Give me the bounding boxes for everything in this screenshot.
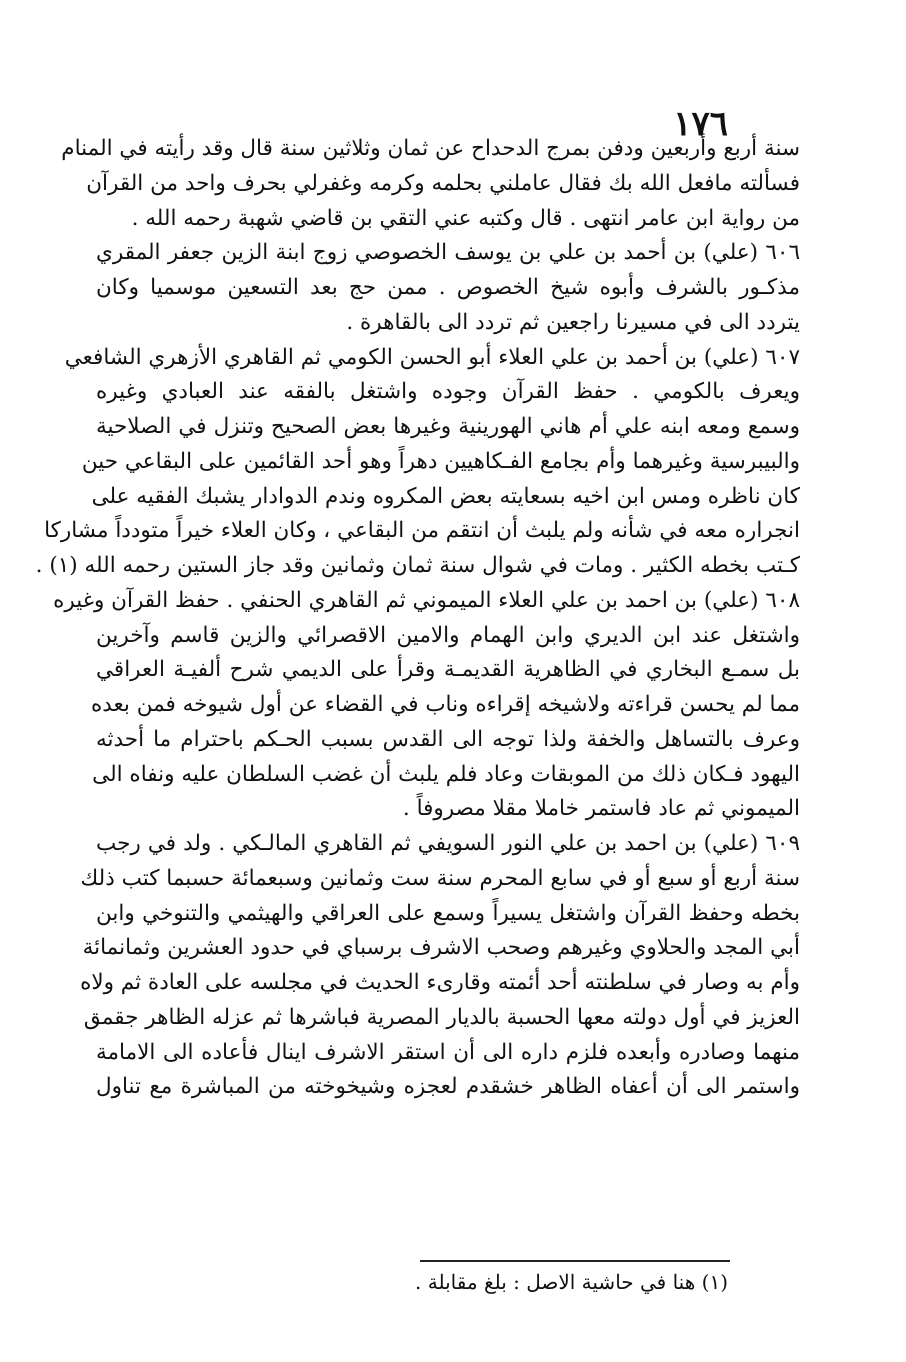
text-line: منهما وصادره وأبعده فلزم داره الى أن استقر الاشرف اينال فأعاده الى الامامة [96, 1039, 800, 1065]
text-line: بل سمـع البخاري في الظاهرية القديمـة وقرأ على الديمي شرح ألفيـة العراقي [96, 657, 800, 683]
page-number: ١٧٦ [673, 104, 728, 144]
entry-608-line: ٦٠٨ (علي) بن احمد بن علي العلاء الميموني ثم القاهري الحنفي . حفظ القرآن وغيره [53, 587, 800, 613]
text-line: انجراره معه في شأنه ولم يلبث أن انتقم من البقاعي ، وكان العلاء خيراً متودداً مشاركا [44, 518, 800, 544]
text-line: أبي المجد والحلاوي وغيرهم وصحب الاشرف برسباي في حدود العشرين وثمانمائة [82, 935, 800, 961]
text-line: اليهود فـكان ذلك من الموبقات وعاد فلم يلبث أن غضب السلطان عليه ونفاه الى [92, 761, 800, 787]
text-line: وأم به وصار في سلطنته أحد أئمته وقارىء الحديث في مجلسه على العادة ثم ولاه [80, 970, 800, 995]
text-line: واستمر الى أن أعفاه الظاهر خشقدم لعجزه وشيخوخته من المباشرة مع تناول [96, 1074, 800, 1100]
text-line: الميموني ثم عاد فاستمر خاملا مقلا مصروفاً . [402, 796, 800, 822]
footnote: (١) هنا في حاشية الاصل : بلغ مقابلة . [415, 1270, 728, 1294]
text-line: مذكـور بالشرف وأبوه شيخ الخصوص . ممن حج بعد التسعين موسميا وكان [96, 275, 800, 300]
text-line: بخطه وحفظ القرآن واشتغل يسيراً وسمع على العراقي والهيثمي والتنوخي وابن [96, 900, 800, 926]
entry-606-line: ٦٠٦ (علي) بن أحمد بن علي بن يوسف الخصوصي زوج ابنة الزين جعفر المقري [96, 240, 800, 266]
text-line: وسمع ومعه ابنه علي أم هاني الهورينية وغيرها بعض الصحيح وتنزل في الصلاحية [96, 414, 800, 439]
text-line: سنة أربع وأربعين ودفن بمرج الدحداح عن ثمان وثلاثين سنة قال وقد رأيته في المنام [61, 136, 800, 161]
text-line: مما لم يحسن قراءته ولاشيخه إقراءه وناب في القضاء عن أول شيوخه فمن بعده [91, 692, 800, 717]
text-line: يتردد الى في مسيرنا راجعين ثم تردد الى بالقاهرة . [346, 309, 800, 335]
text-line: وعرف بالتساهل والخفة ولذا توجه الى القدس بسبب الحـكم باحترام ما أحدثه [96, 726, 800, 752]
entry-607-line: ٦٠٧ (علي) بن أحمد بن علي العلاء أبو الحسن الكومي ثم القاهري الأزهري الشافعي [64, 344, 800, 370]
text-line: من رواية ابن عامر انتهى . قال وكتبه عني التقي بن قاضي شهبة رحمه الله . [131, 205, 800, 231]
text-line: واشتغل عند ابن الديري وابن الهمام والامين الاقصرائي والزين قاسم وآخرين [96, 622, 800, 648]
footnote-divider [420, 1260, 730, 1262]
text-line: فسألته مافعل الله بك فقال عاملني بحلمه وكرمه وغفرلي بحرف واحد من القرآن [86, 170, 800, 196]
text-line: العزيز في أول دولته معها الحسبة بالديار المصرية فباشرها ثم عزله الظاهر جقمق [83, 1004, 800, 1030]
main-text [35, 132, 800, 1105]
text-line: ويعرف بالكومي . حفظ القرآن وجوده واشتغل بالفقه عند العبادي وغيره [96, 379, 800, 405]
text-line: سنة أربع أو سبع أو في سابع المحرم سنة ست وثمانين وسبعمائة حسبما كتب ذلك [80, 865, 800, 891]
text-line: والبيبرسية وغيرهما وأم بجامع الفـكاهيين دهراً وهو أحد القائمين على البقاعي حين [81, 448, 800, 474]
text-line: كـتب بخطه الكثير . ومات في شوال سنة ثمان وثمانين وقد جاز الستين رحمه الله (١) . [35, 553, 800, 578]
entry-609-line: ٦٠٩ (علي) بن احمد بن علي النور السويفي ثم القاهري المالـكي . ولد في رجب [96, 831, 800, 856]
text-line: كان ناظره ومس ابن اخيه بسعايته بعض المكروه وندم الدوادار يشبك الفقيه على [91, 483, 800, 509]
